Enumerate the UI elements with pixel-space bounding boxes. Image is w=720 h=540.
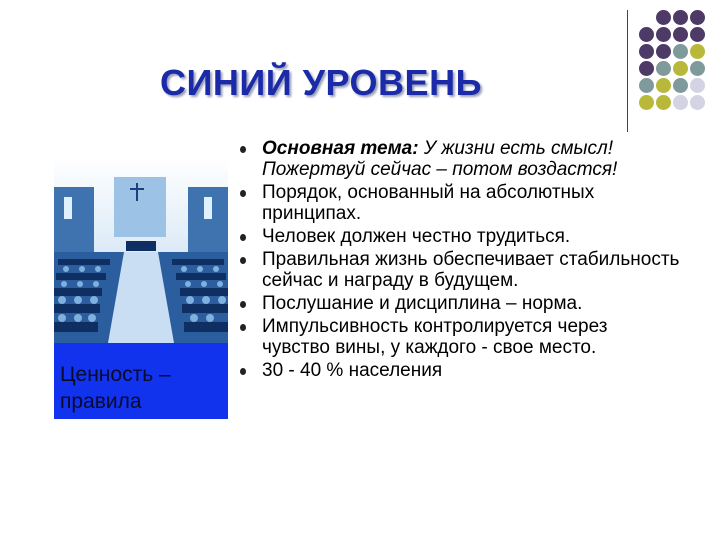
caption-line-1: Ценность – bbox=[60, 363, 171, 386]
list-item bbox=[240, 316, 680, 358]
decorative-dot bbox=[673, 27, 688, 42]
list-item bbox=[240, 360, 680, 381]
list-item bbox=[240, 249, 680, 291]
list-item-text: Человек должен честно трудиться. bbox=[262, 226, 571, 247]
value-caption-box bbox=[54, 343, 228, 419]
bullet-icon bbox=[240, 234, 246, 241]
decorative-dot bbox=[656, 61, 671, 76]
list-item-text: Правильная жизнь обеспечивает стабильность сейчас и награду в будущем. bbox=[262, 249, 680, 291]
decorative-dot bbox=[673, 61, 688, 76]
bullet-icon bbox=[240, 301, 246, 308]
decorative-dot bbox=[656, 27, 671, 42]
list-item bbox=[240, 138, 680, 180]
list-item-text: Импульсивность контролируется через чувство вины, у каждого - свое место. bbox=[262, 316, 608, 358]
bullet-icon bbox=[240, 190, 246, 197]
bullet-icon bbox=[240, 257, 246, 264]
decorative-dot bbox=[639, 78, 654, 93]
decorative-dot bbox=[656, 95, 671, 110]
list-item bbox=[240, 182, 680, 224]
decorative-dot bbox=[639, 61, 654, 76]
decorative-dot bbox=[639, 27, 654, 42]
list-item bbox=[240, 293, 680, 314]
bullet-list bbox=[240, 138, 680, 381]
list-item-text bbox=[262, 138, 680, 180]
decorative-dot bbox=[690, 78, 705, 93]
decorative-dot bbox=[690, 44, 705, 59]
caption-line-2: правила bbox=[60, 390, 142, 413]
decorative-divider-line bbox=[627, 10, 628, 132]
bullet-icon bbox=[240, 324, 246, 331]
list-item-text: Послушание и дисциплина – норма. bbox=[262, 293, 583, 314]
bullet-icon bbox=[240, 368, 246, 375]
church-congregation-image bbox=[54, 157, 228, 343]
bullet-icon bbox=[240, 146, 246, 153]
decorative-dot bbox=[690, 27, 705, 42]
decorative-dot bbox=[673, 10, 688, 25]
decorative-dot bbox=[656, 78, 671, 93]
decorative-dot bbox=[673, 44, 688, 59]
decorative-dot bbox=[690, 95, 705, 110]
decorative-dot bbox=[639, 44, 654, 59]
decorative-dot bbox=[656, 10, 671, 25]
decorative-dot bbox=[690, 10, 705, 25]
decorative-dot bbox=[673, 95, 688, 110]
list-item-text: Порядок, основанный на абсолютных принципах. bbox=[262, 182, 595, 224]
slide-title: СИНИЙ УРОВЕНЬ bbox=[160, 62, 482, 103]
list-item-body: У жизни есть смысл! Пожертвуй сейчас – потом воздастся! bbox=[262, 138, 618, 180]
list-item-label: Основная тема: bbox=[262, 138, 419, 159]
decorative-dot bbox=[690, 61, 705, 76]
decorative-dot bbox=[656, 44, 671, 59]
decorative-dot bbox=[673, 78, 688, 93]
list-item-text: 30 - 40 % населения bbox=[262, 360, 443, 381]
decorative-dot bbox=[639, 95, 654, 110]
list-item bbox=[240, 226, 680, 247]
